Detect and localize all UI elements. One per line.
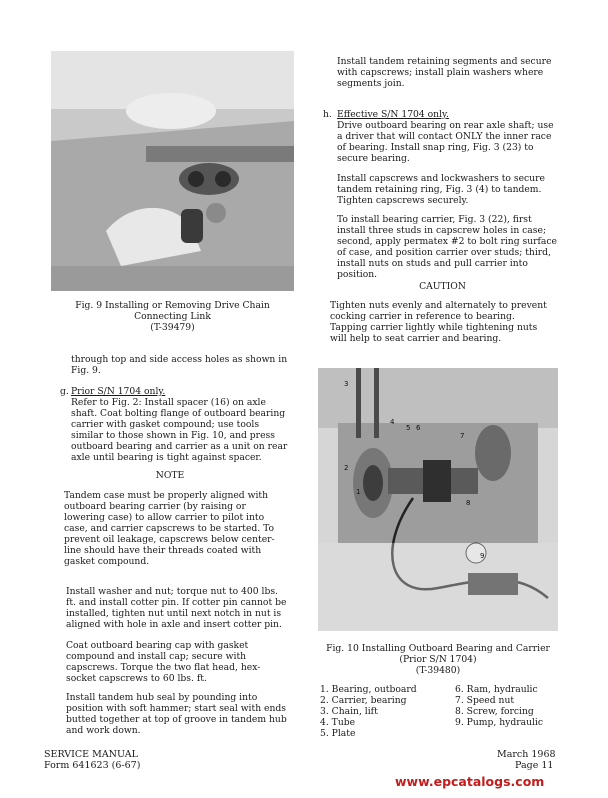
section-g-label: g.	[60, 386, 69, 397]
callout-7: 7	[460, 432, 465, 440]
footer-manual-title: SERVICE MANUAL	[44, 749, 138, 760]
parts-list-item: 1. Bearing, outboard	[320, 684, 417, 695]
callout-2: 2	[344, 464, 349, 472]
footer-watermark: www.epcatalogs.com	[395, 774, 545, 789]
parts-list-right	[455, 684, 560, 728]
seal-paragraph: Install tandem hub seal by pounding into position with soft hammer; start seal with ends butted together at top of groove in tandem hub and work down.	[66, 692, 287, 736]
figure-9-caption-line1: Fig. 9 Installing or Removing Drive Chain	[75, 300, 270, 311]
retaining-segments-paragraph: Install tandem retaining segments and secure with capscrews; install plain washers where segments join.	[337, 56, 552, 89]
figure-9-caption-line2: Connecting Link	[134, 311, 211, 322]
parts-list-item: 6. Ram, hydraulic	[455, 684, 538, 695]
footer-page-number: Page 11	[515, 760, 554, 771]
parts-list-item: 9. Pump, hydraulic	[455, 717, 544, 728]
bearing-carrier-paragraph: To install bearing carrier, Fig. 3 (22), first install three studs in capscrew holes in case; second, apply permatex #2 to bolt ring surface of case, and position carrier over studs; third, install nuts on studs and pull carrier into position.	[337, 214, 557, 280]
figure-9-illustration	[51, 51, 294, 291]
parts-list-item: 5. Plate	[320, 728, 356, 739]
note-text: Tandem case must be properly aligned with outboard bearing carrier (by raising or lowering case) to allow carrier to pilot into case, and carrier capscrews to be started. To prevent oil leakage, capscrews below center-line should have their threads coated with gasket compound.	[64, 490, 275, 567]
figure-10-caption-line3: (T-39480)	[415, 665, 461, 676]
washer-paragraph: Install washer and nut; torque nut to 400 lbs. ft. and install cotter pin. If cotter pin cannot be installed, tighten nut until next notch in nut is aligned with hole in axle and insert cotter pin.	[66, 586, 287, 630]
figure-9-photo	[51, 51, 294, 291]
continued-paragraph: through top and side access holes as shown in Fig. 9.	[71, 354, 288, 376]
section-h-title: Effective S/N 1704 only.	[337, 109, 449, 120]
callout-3: 3	[344, 380, 349, 388]
callout-4: 4	[390, 418, 395, 426]
caution-heading: CAUTION	[419, 281, 466, 292]
figure-10-illustration	[318, 368, 558, 631]
parts-list-item: 8. Screw, forcing	[455, 706, 534, 717]
figure-10-caption	[318, 643, 558, 676]
figure-10-caption-line2: (Prior S/N 1704)	[399, 654, 477, 665]
parts-list-item: 3. Chain, lift	[320, 706, 378, 717]
section-g-text: Refer to Fig. 2: Install spacer (16) on axle shaft. Coat bolting flange of outboard bearing carrier with gasket compound; use tools similar to those shown in Fig. 10, and press outboard bearing and carrier as a unit on rear axle until bearing is tight against spacer.	[71, 397, 288, 463]
callout-9: 9	[480, 552, 485, 560]
figure-9-caption-line3: (T-39479)	[150, 322, 195, 333]
figure-10-photo	[318, 368, 558, 631]
section-g-title: Prior S/N 1704 only.	[71, 386, 166, 397]
capscrews-paragraph: Install capscrews and lockwashers to secure tandem retaining ring, Fig. 3 (4) to tandem. Tighten capscrews securely.	[337, 173, 545, 206]
callout-5: 5	[406, 424, 411, 432]
parts-list-item: 4. Tube	[320, 717, 356, 728]
section-h-text: Drive outboard bearing on rear axle shaft; use a driver that will contact ONLY the inner race of bearing. Install snap ring, Fig. 3 (23) to secure bearing.	[337, 120, 554, 164]
parts-list-left	[320, 684, 445, 739]
parts-list-item: 2. Carrier, bearing	[320, 695, 407, 706]
callout-1: 1	[356, 488, 361, 496]
footer-date: March 1968	[497, 749, 556, 760]
footer-form-number: Form 641623 (6-67)	[44, 760, 141, 771]
callout-8: 8	[466, 499, 471, 507]
section-h-label: h.	[323, 109, 332, 120]
figure-10-caption-line1: Fig. 10 Installing Outboard Bearing and Carrier	[326, 643, 550, 654]
callout-6: 6	[416, 424, 421, 432]
caution-text: Tighten nuts evenly and alternately to prevent cocking carrier in reference to bearing. Tapping carrier lightly while tightening nuts will help to seat carrier and bearing.	[330, 300, 547, 344]
cap-paragraph: Coat outboard bearing cap with gasket compound and install cap; secure with capscrews. Torque the two flat head, hex-socket capscrews to 60 lbs. ft.	[66, 640, 261, 684]
parts-list-item: 7. Speed nut	[455, 695, 515, 706]
figure-9-caption	[51, 300, 294, 333]
note-heading: NOTE	[155, 470, 185, 481]
